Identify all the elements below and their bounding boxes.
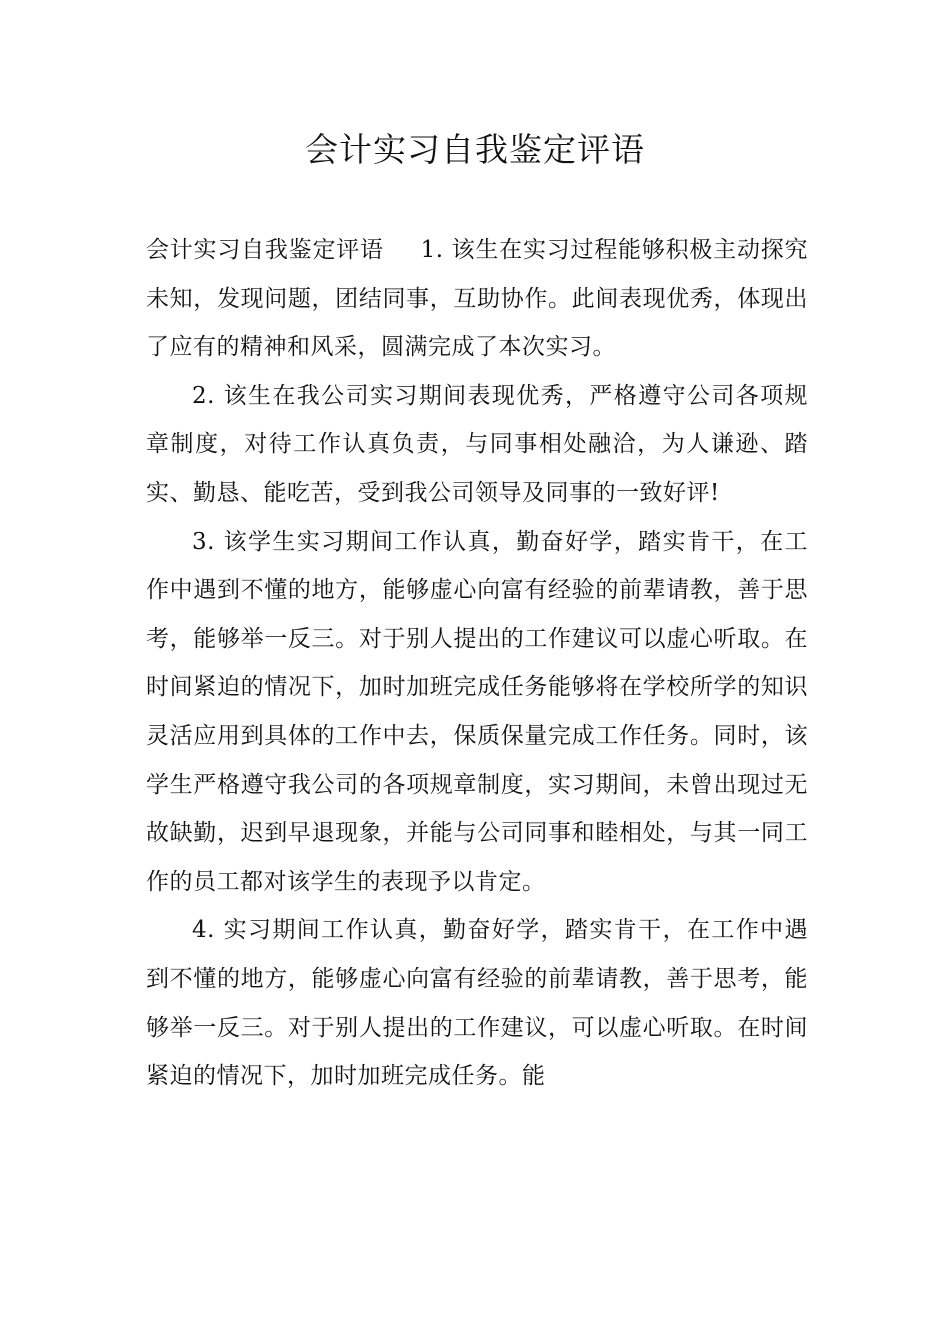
paragraph-2: 2. 该生在我公司实习期间表现优秀，严格遵守公司各项规章制度，对待工作认真负责，与同事相处融洽，为人谦逊、踏实、勤恳、能吃苦，受到我公司领导及同事的一致好评! xyxy=(146,382,808,506)
document-body xyxy=(146,226,808,1101)
intro-label: 会计实习自我鉴定评语 xyxy=(146,237,384,263)
document-title: 会计实习自我鉴定评语 xyxy=(305,130,645,169)
paragraph-4: 4. 实习期间工作认真，勤奋好学，踏实肯干，在工作中遇到不懂的地方，能够虚心向富有经验的前辈请教，善于思考，能够举一反三。对于别人提出的工作建议，可以虚心听取。在时间紧迫的情况下，加时加班完成任务。能 xyxy=(146,917,808,1090)
paragraph-1-text: 1. 该生在实习过程能够积极主动探究未知，发现问题，团结同事，互助协作。此间表现优秀，体现出了应有的精神和风采，圆满完成了本次实习。 xyxy=(146,237,808,361)
paragraph-3: 3. 该学生实习期间工作认真，勤奋好学，踏实肯干，在工作中遇到不懂的地方，能够虚心向富有经验的前辈请教，善于思考，能够举一反三。对于别人提出的工作建议可以虚心听取。在时间紧迫的情况下，加时加班完成任务能够将在学校所学的知识灵活应用到具体的工作中去，保质保量完成工作任务。同时，该学生严格遵守我公司的各项规章制度，实习期间，未曾出现过无故缺勤，迟到早退现象，并能与公司同事和睦相处，与其一同工作的员工都对该学生的表现予以肯定。 xyxy=(146,528,808,895)
paragraph-1 xyxy=(146,226,808,372)
